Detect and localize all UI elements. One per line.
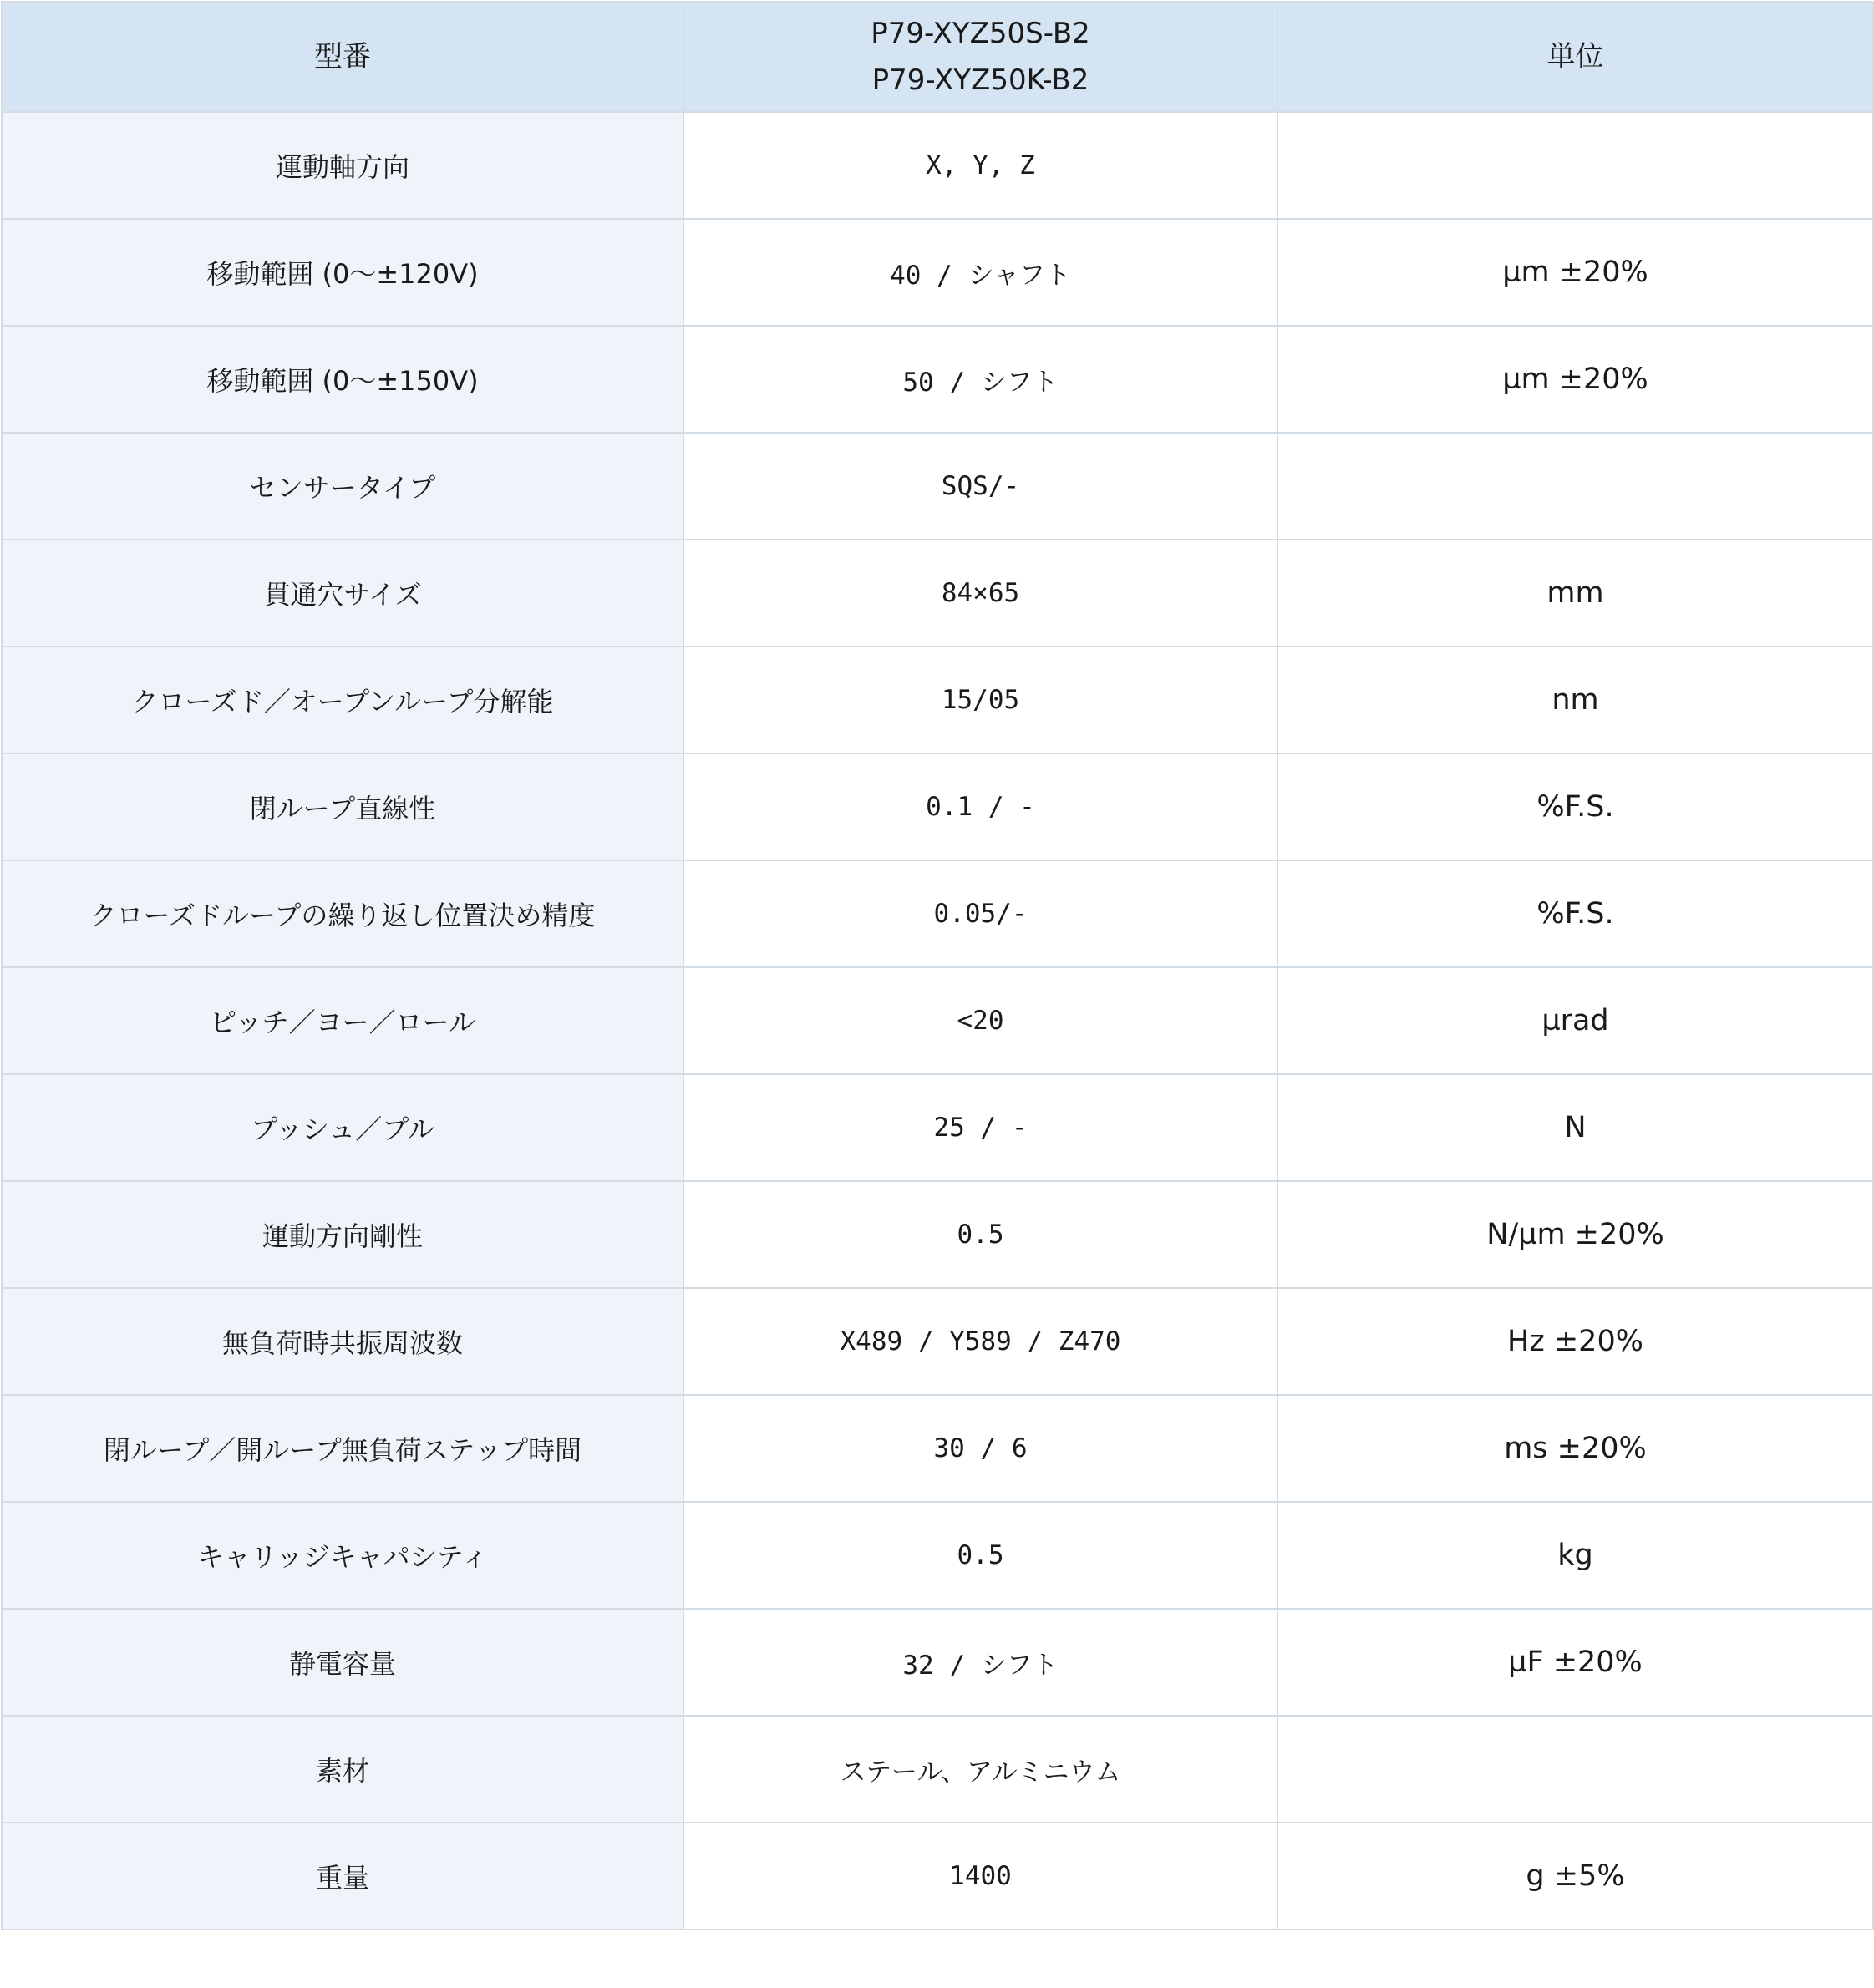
- row-label: 移動範囲 (0〜±150V): [2, 326, 683, 433]
- row-unit: mm: [1277, 540, 1873, 647]
- table-row: [2, 753, 1873, 860]
- table-row: [2, 1288, 1873, 1395]
- row-unit: µrad: [1277, 967, 1873, 1074]
- row-value: <20: [683, 967, 1277, 1074]
- row-label: 移動範囲 (0〜±120V): [2, 219, 683, 326]
- row-label: 運動方向剛性: [2, 1181, 683, 1288]
- table-row: [2, 1823, 1873, 1930]
- row-unit: g ±5%: [1277, 1823, 1873, 1930]
- table-row: [2, 1395, 1873, 1502]
- row-value: 0.1 / -: [683, 753, 1277, 860]
- row-label: 重量: [2, 1823, 683, 1930]
- spec-table: [1, 1, 1874, 1930]
- row-value: SQS/-: [683, 433, 1277, 540]
- row-value: 30 / 6: [683, 1395, 1277, 1502]
- header-unit: 単位: [1277, 2, 1873, 112]
- row-unit: µm ±20%: [1277, 326, 1873, 433]
- model-number-s: P79-XYZ50S-B2: [871, 17, 1090, 50]
- row-unit: nm: [1277, 647, 1873, 753]
- row-label: プッシュ／プル: [2, 1074, 683, 1181]
- row-unit: [1277, 112, 1873, 219]
- table-row: [2, 860, 1873, 967]
- row-label: 静電容量: [2, 1609, 683, 1716]
- row-unit: %F.S.: [1277, 860, 1873, 967]
- row-label: 素材: [2, 1716, 683, 1823]
- table-row: [2, 1074, 1873, 1181]
- row-unit: [1277, 433, 1873, 540]
- row-value: 84×65: [683, 540, 1277, 647]
- header-model: 型番: [2, 2, 683, 112]
- row-value: 32 / シフト: [683, 1609, 1277, 1716]
- row-value: 15/05: [683, 647, 1277, 753]
- row-value: 50 / シフト: [683, 326, 1277, 433]
- row-unit: N/µm ±20%: [1277, 1181, 1873, 1288]
- row-unit: %F.S.: [1277, 753, 1873, 860]
- table-row: [2, 433, 1873, 540]
- row-value: 0.5: [683, 1502, 1277, 1609]
- row-value: X, Y, Z: [683, 112, 1277, 219]
- row-value: X489 / Y589 / Z470: [683, 1288, 1277, 1395]
- table-row: [2, 1716, 1873, 1823]
- row-label: クローズドループの繰り返し位置決め精度: [2, 860, 683, 967]
- row-unit: ms ±20%: [1277, 1395, 1873, 1502]
- model-number-k: P79-XYZ50K-B2: [871, 63, 1089, 97]
- row-value: 40 / シャフト: [683, 219, 1277, 326]
- row-value: 25 / -: [683, 1074, 1277, 1181]
- row-label: 閉ループ直線性: [2, 753, 683, 860]
- header-model-numbers: [683, 2, 1277, 112]
- table-row: [2, 1609, 1873, 1716]
- row-unit: Hz ±20%: [1277, 1288, 1873, 1395]
- table-row: [2, 967, 1873, 1074]
- row-label: 貫通穴サイズ: [2, 540, 683, 647]
- table-row: [2, 1502, 1873, 1609]
- table-row: [2, 219, 1873, 326]
- row-label: 無負荷時共振周波数: [2, 1288, 683, 1395]
- row-unit: kg: [1277, 1502, 1873, 1609]
- row-value: 0.05/-: [683, 860, 1277, 967]
- row-label: 閉ループ／開ループ無負荷ステップ時間: [2, 1395, 683, 1502]
- table-row: [2, 647, 1873, 753]
- table-row: [2, 326, 1873, 433]
- row-unit: µF ±20%: [1277, 1609, 1873, 1716]
- table-header-row: [2, 2, 1873, 112]
- row-value: 0.5: [683, 1181, 1277, 1288]
- row-unit: N: [1277, 1074, 1873, 1181]
- row-label: センサータイプ: [2, 433, 683, 540]
- table-row: [2, 112, 1873, 219]
- row-unit: µm ±20%: [1277, 219, 1873, 326]
- row-label: ピッチ／ヨー／ロール: [2, 967, 683, 1074]
- table-row: [2, 540, 1873, 647]
- row-label: 運動軸方向: [2, 112, 683, 219]
- row-unit: [1277, 1716, 1873, 1823]
- row-label: キャリッジキャパシティ: [2, 1502, 683, 1609]
- row-label: クローズド／オープンループ分解能: [2, 647, 683, 753]
- row-value: 1400: [683, 1823, 1277, 1930]
- table-row: [2, 1181, 1873, 1288]
- row-value: ステール、アルミニウム: [683, 1716, 1277, 1823]
